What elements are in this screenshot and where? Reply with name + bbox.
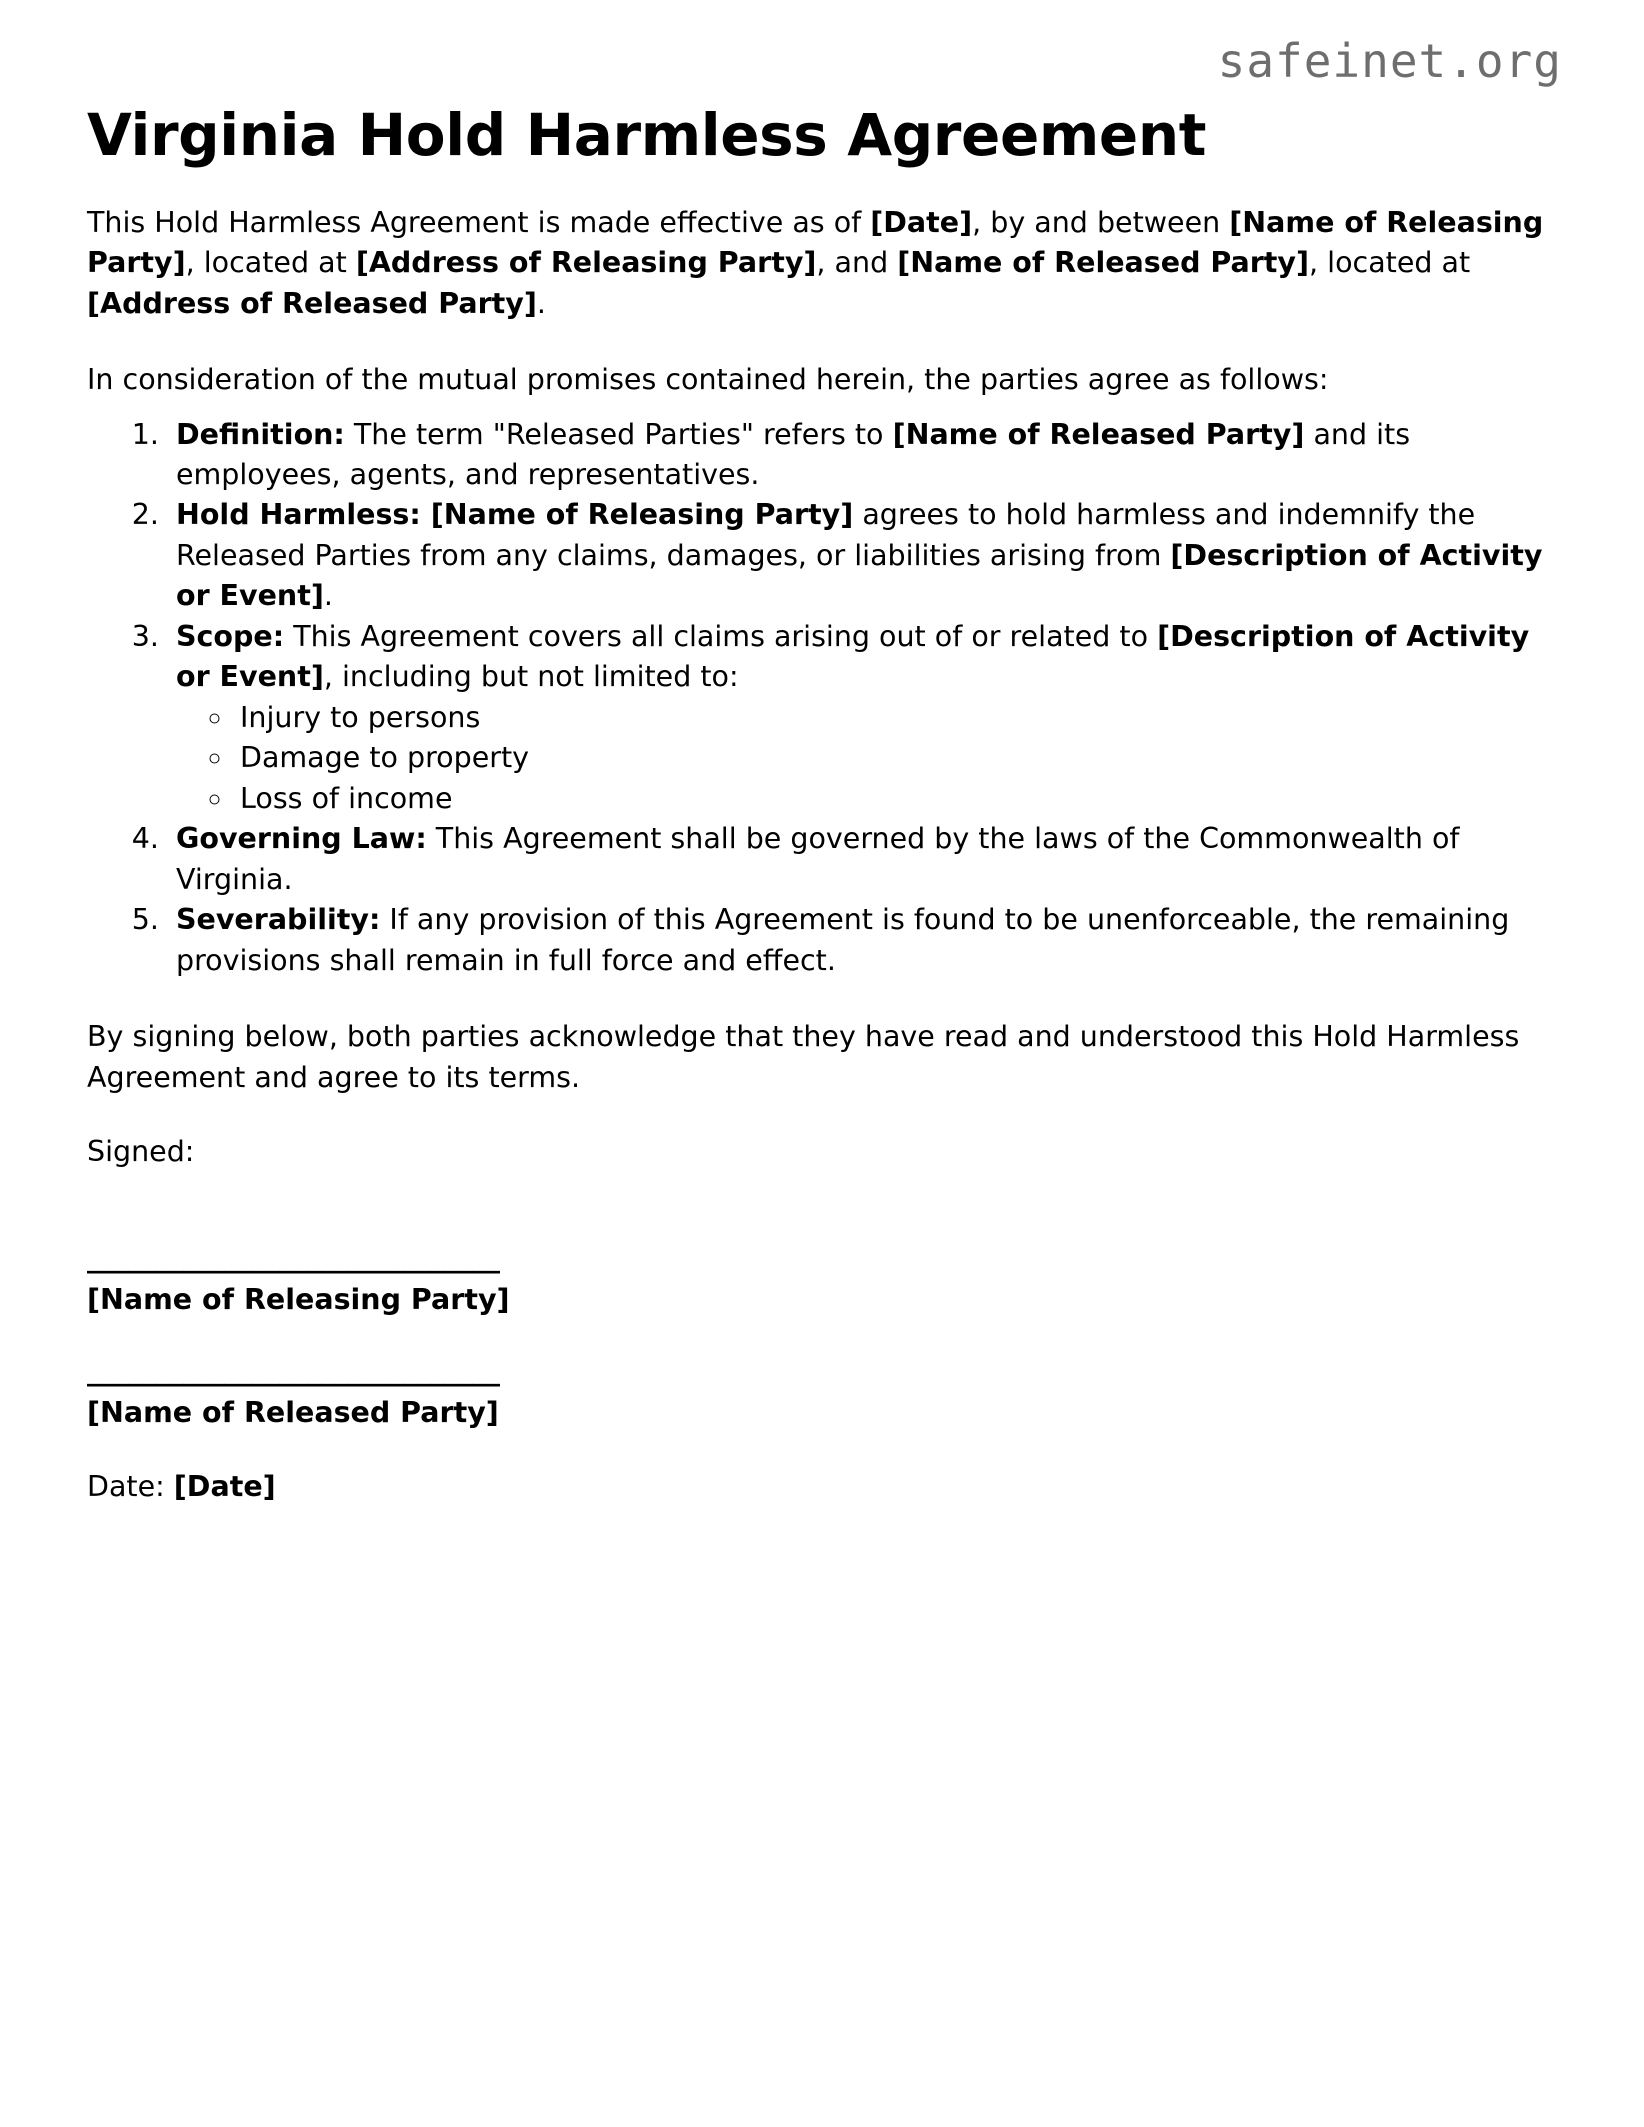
clause-hold-harmless-label: Hold Harmless: [Name of Releasing Party]: [176, 498, 854, 532]
date-line: [87, 1433, 1557, 1507]
clause-definition-text-2: and its employees, agents, and representatives.: [176, 417, 1411, 491]
intro-text-1: This Hold Harmless Agreement is made effective as of: [87, 205, 871, 239]
clause-definition: [168, 415, 1557, 496]
signature-name-releasing: [Name of Releasing Party]: [87, 1283, 510, 1317]
clause-scope-label: Scope:: [176, 619, 285, 653]
intro-text-3: , located at: [185, 246, 356, 280]
placeholder-activity-description: [Description of Activity or Event]: [176, 619, 1530, 694]
clause-list: [87, 415, 1557, 982]
clause-hold-harmless-text-1: agrees to hold harmless and indemnify the Released Parties from any claims, damages, or liabilities arising from: [176, 498, 1476, 572]
clause-governing-law-label: Governing Law:: [176, 822, 427, 856]
intro-paragraph: [87, 167, 1557, 324]
scope-subitem-list: [176, 698, 1557, 819]
clause-definition-label: Definition:: [176, 417, 345, 451]
list-item: ◦ Injury to persons: [234, 698, 1557, 738]
closing-paragraph: By signing below, both parties acknowledge that they have read and understood this Hold Harmless Agreement and agree to its terms.: [87, 1020, 1520, 1094]
intro-text-2: , by and between: [972, 205, 1230, 239]
clause-severability-text: If any provision of this Agreement is found to be unenforceable, the remaining provisions shall remain in full force and effect.: [176, 903, 1510, 977]
intro-text-5: , located at: [1309, 246, 1471, 280]
placeholder-released-party-address: [Address of Released Party]: [87, 286, 537, 320]
placeholder-released-party-name: [Name of Released Party]: [897, 246, 1310, 280]
clause-scope-text-2: , including but not limited to:: [323, 660, 739, 694]
signed-label: Signed:: [87, 1135, 195, 1168]
placeholder-releasing-party-address: [Address of Releasing Party]: [355, 246, 817, 280]
clause-hold-harmless: [168, 495, 1557, 616]
signature-name-released: [Name of Released Party]: [87, 1395, 499, 1429]
consideration-paragraph: In consideration of the mutual promises contained herein, the parties agree as follows:: [87, 363, 1329, 397]
clause-scope: [168, 617, 1557, 819]
clause-definition-text-1: The term "Released Parties" refers to: [344, 417, 893, 451]
list-item: ◦ Damage to property: [234, 738, 1557, 778]
date-label: Date:: [87, 1470, 174, 1504]
placeholder-released-party-name: [Name of Released Party]: [892, 417, 1305, 451]
clause-governing-law-text: This Agreement shall be governed by the laws of the Commonwealth of Virginia.: [176, 822, 1460, 896]
placeholder-date: [Date]: [870, 205, 973, 239]
page-title: Virginia Hold Harmless Agreement: [87, 101, 1207, 169]
intro-text-4: , and: [816, 246, 898, 280]
placeholder-activity-description: [Description of Activity or Event]: [176, 538, 1543, 613]
clause-severability: [168, 900, 1557, 981]
clause-governing-law: [168, 819, 1557, 900]
clause-hold-harmless-text-2: .: [323, 579, 333, 613]
site-watermark: safeinet.org: [1217, 34, 1562, 88]
placeholder-date: [Date]: [173, 1470, 276, 1504]
clause-scope-text-1: This Agreement covers all claims arising out of or related to: [284, 619, 1158, 653]
placeholder-releasing-party-name: [Name of Releasing Party]: [87, 205, 1544, 280]
list-item: ◦ Loss of income: [234, 779, 1557, 819]
signature-block: [87, 1172, 1557, 1433]
clause-severability-label: Severability:: [176, 903, 381, 937]
intro-text-6: .: [536, 286, 546, 320]
signature-rule-released: ______________________________: [87, 1353, 500, 1387]
signature-rule-releasing: ______________________________: [87, 1241, 500, 1275]
